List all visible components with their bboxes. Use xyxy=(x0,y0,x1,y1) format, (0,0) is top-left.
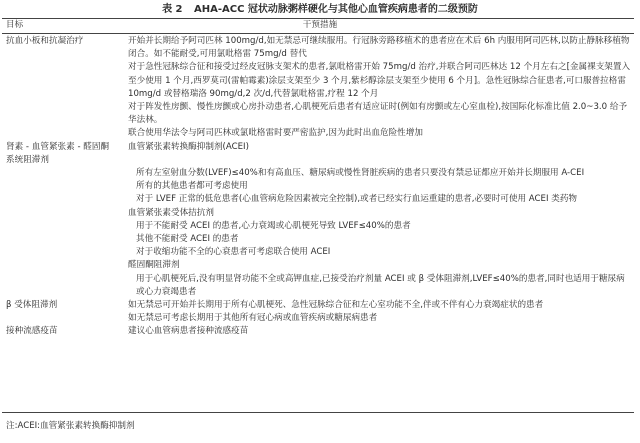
category-label: 肾素 - 血管紧张素 - 醛固酮系统阻滞剂 xyxy=(6,141,110,165)
table-title: AHA-ACC 冠状动脉粥样硬化与其他心血管疾病患者的二级预防 xyxy=(194,4,478,15)
measure-text: 建议心血管病患者接种流感疫苗 xyxy=(128,326,249,337)
measure-text: 对于收缩功能不全的心衰患者可考虑联合使用 ACEI xyxy=(136,247,331,258)
footnote: 注:ACEI:血管紧张素转换酶抑制剂 xyxy=(6,421,135,431)
category-spacer xyxy=(0,233,114,246)
table-number: 表 2 xyxy=(162,4,183,15)
table-row xyxy=(0,35,640,61)
table-row xyxy=(0,141,640,167)
header-measures: 干预措施 xyxy=(302,20,338,30)
table-row xyxy=(0,246,640,259)
table-row xyxy=(0,273,640,299)
category-spacer xyxy=(0,101,114,127)
table-row xyxy=(0,312,640,325)
table-row xyxy=(0,167,640,180)
measure-text: 血管紧张素受体拮抗剂 xyxy=(128,207,214,218)
category-spacer xyxy=(0,61,114,101)
table-row xyxy=(0,259,640,272)
category-spacer xyxy=(0,207,114,220)
table-row xyxy=(0,220,640,233)
category-spacer xyxy=(0,220,114,233)
measure-text: 用于不能耐受 ACEI 的患者,心力衰竭或心肌梗死导致 LVEF≤40%的患者 xyxy=(136,220,411,231)
measure-text: 对于 LVEF 正常的低危患者(心血管病危险因素被完全控制),或者已经实行血运重建的患者,必要时可使用 ACEI 类药物 xyxy=(136,194,578,205)
category-spacer xyxy=(0,246,114,259)
table-row xyxy=(0,207,640,220)
measure-text: 血管紧张素转换酶抑制剂(ACEI) xyxy=(128,141,249,152)
table-row xyxy=(0,193,640,206)
table-caption xyxy=(0,3,640,16)
category-label: 接种流感疫苗 xyxy=(6,326,58,337)
category-spacer xyxy=(0,193,114,206)
measure-text: 用于心肌梗死后,没有明显肾功能不全或高钾血症,已接受治疗剂量 ACEI 或 β 受体阻滞剂,LVEF≤40%的患者,同时也适用于糖尿病或心力衰竭患者 xyxy=(136,273,625,297)
measure-text: 如无禁忌可开始并长期用于所有心肌梗死、急性冠脉综合征和左心室功能不全,伴或不伴有心力衰竭症状的患者 xyxy=(128,300,544,311)
category-spacer xyxy=(0,180,114,193)
measure-text: 其他不能耐受 ACEI 的患者 xyxy=(136,234,239,245)
measure-text: 所有左室射血分数(LVEF)≤40%和有高血压、糖尿病或慢性肾脏疾病的患者只要没有禁忌证都应开始并长期服用 A-CEI xyxy=(136,168,585,179)
bottom-rule xyxy=(2,412,634,413)
table-row xyxy=(0,180,640,193)
measure-text: 开始并长期给予阿司匹林 100mg/d,如无禁忌可继续服用。行冠脉旁路移植术的患者应在术后 6h 内服用阿司匹林,以防止静脉移植物闭合。如不能耐受,可用氯吡格雷 75mg/d 替代 xyxy=(128,36,630,60)
table-row xyxy=(0,299,640,312)
measure-text: 醛固酮阻滞剂 xyxy=(128,260,180,271)
header-rule xyxy=(2,33,634,34)
category-spacer xyxy=(0,312,114,325)
table-body xyxy=(0,35,640,339)
measure-text: 所有的其他患者都可考虑使用 xyxy=(136,181,248,192)
measure-text: 对于阵发性房颤、慢性房颤或心房扑动患者,心肌梗死后患者有适应证时(例如有房颤或左心室血栓),按国际化标准比值 2.0~3.0 给予华法林。 xyxy=(128,102,628,126)
table-row xyxy=(0,61,640,101)
category-spacer xyxy=(0,167,114,180)
category-spacer xyxy=(0,259,114,272)
table-row xyxy=(0,325,640,338)
table-header xyxy=(0,19,640,33)
header-target: 目标 xyxy=(6,20,24,30)
category-spacer xyxy=(0,273,114,299)
measure-text: 对于急性冠脉综合征和接受过经皮冠脉支架术的患者,氯吡格雷开始 75mg/d 治疗,并联合阿司匹林达 12 个月左右之[金属裸支架置入至少使用 1 个月,西罗莫司(雷帕霉素)涂层支架至少 3 个月,紫杉醇涂层支架至少使用 6 个月]。急性冠脉综合征患者,可口服普拉格雷 10mg/d 或替格瑞洛 90mg/d,2 次/d,代替氯吡格雷,疗程 12 个月 xyxy=(128,62,631,99)
table-row xyxy=(0,127,640,140)
category-spacer xyxy=(0,127,114,140)
category-label: β 受体阻滞剂 xyxy=(6,300,58,311)
category-label: 抗血小板和抗凝治疗 xyxy=(6,36,84,46)
table-row xyxy=(0,101,640,127)
measure-text: 联合使用华法令与阿司匹林或氯吡格雷时要严密监护,因为此时出血危险性增加 xyxy=(128,128,423,139)
table-row xyxy=(0,233,640,246)
measure-text: 如无禁忌可考虑长期用于其他所有冠心病或血管疾病或糖尿病患者 xyxy=(128,313,378,324)
